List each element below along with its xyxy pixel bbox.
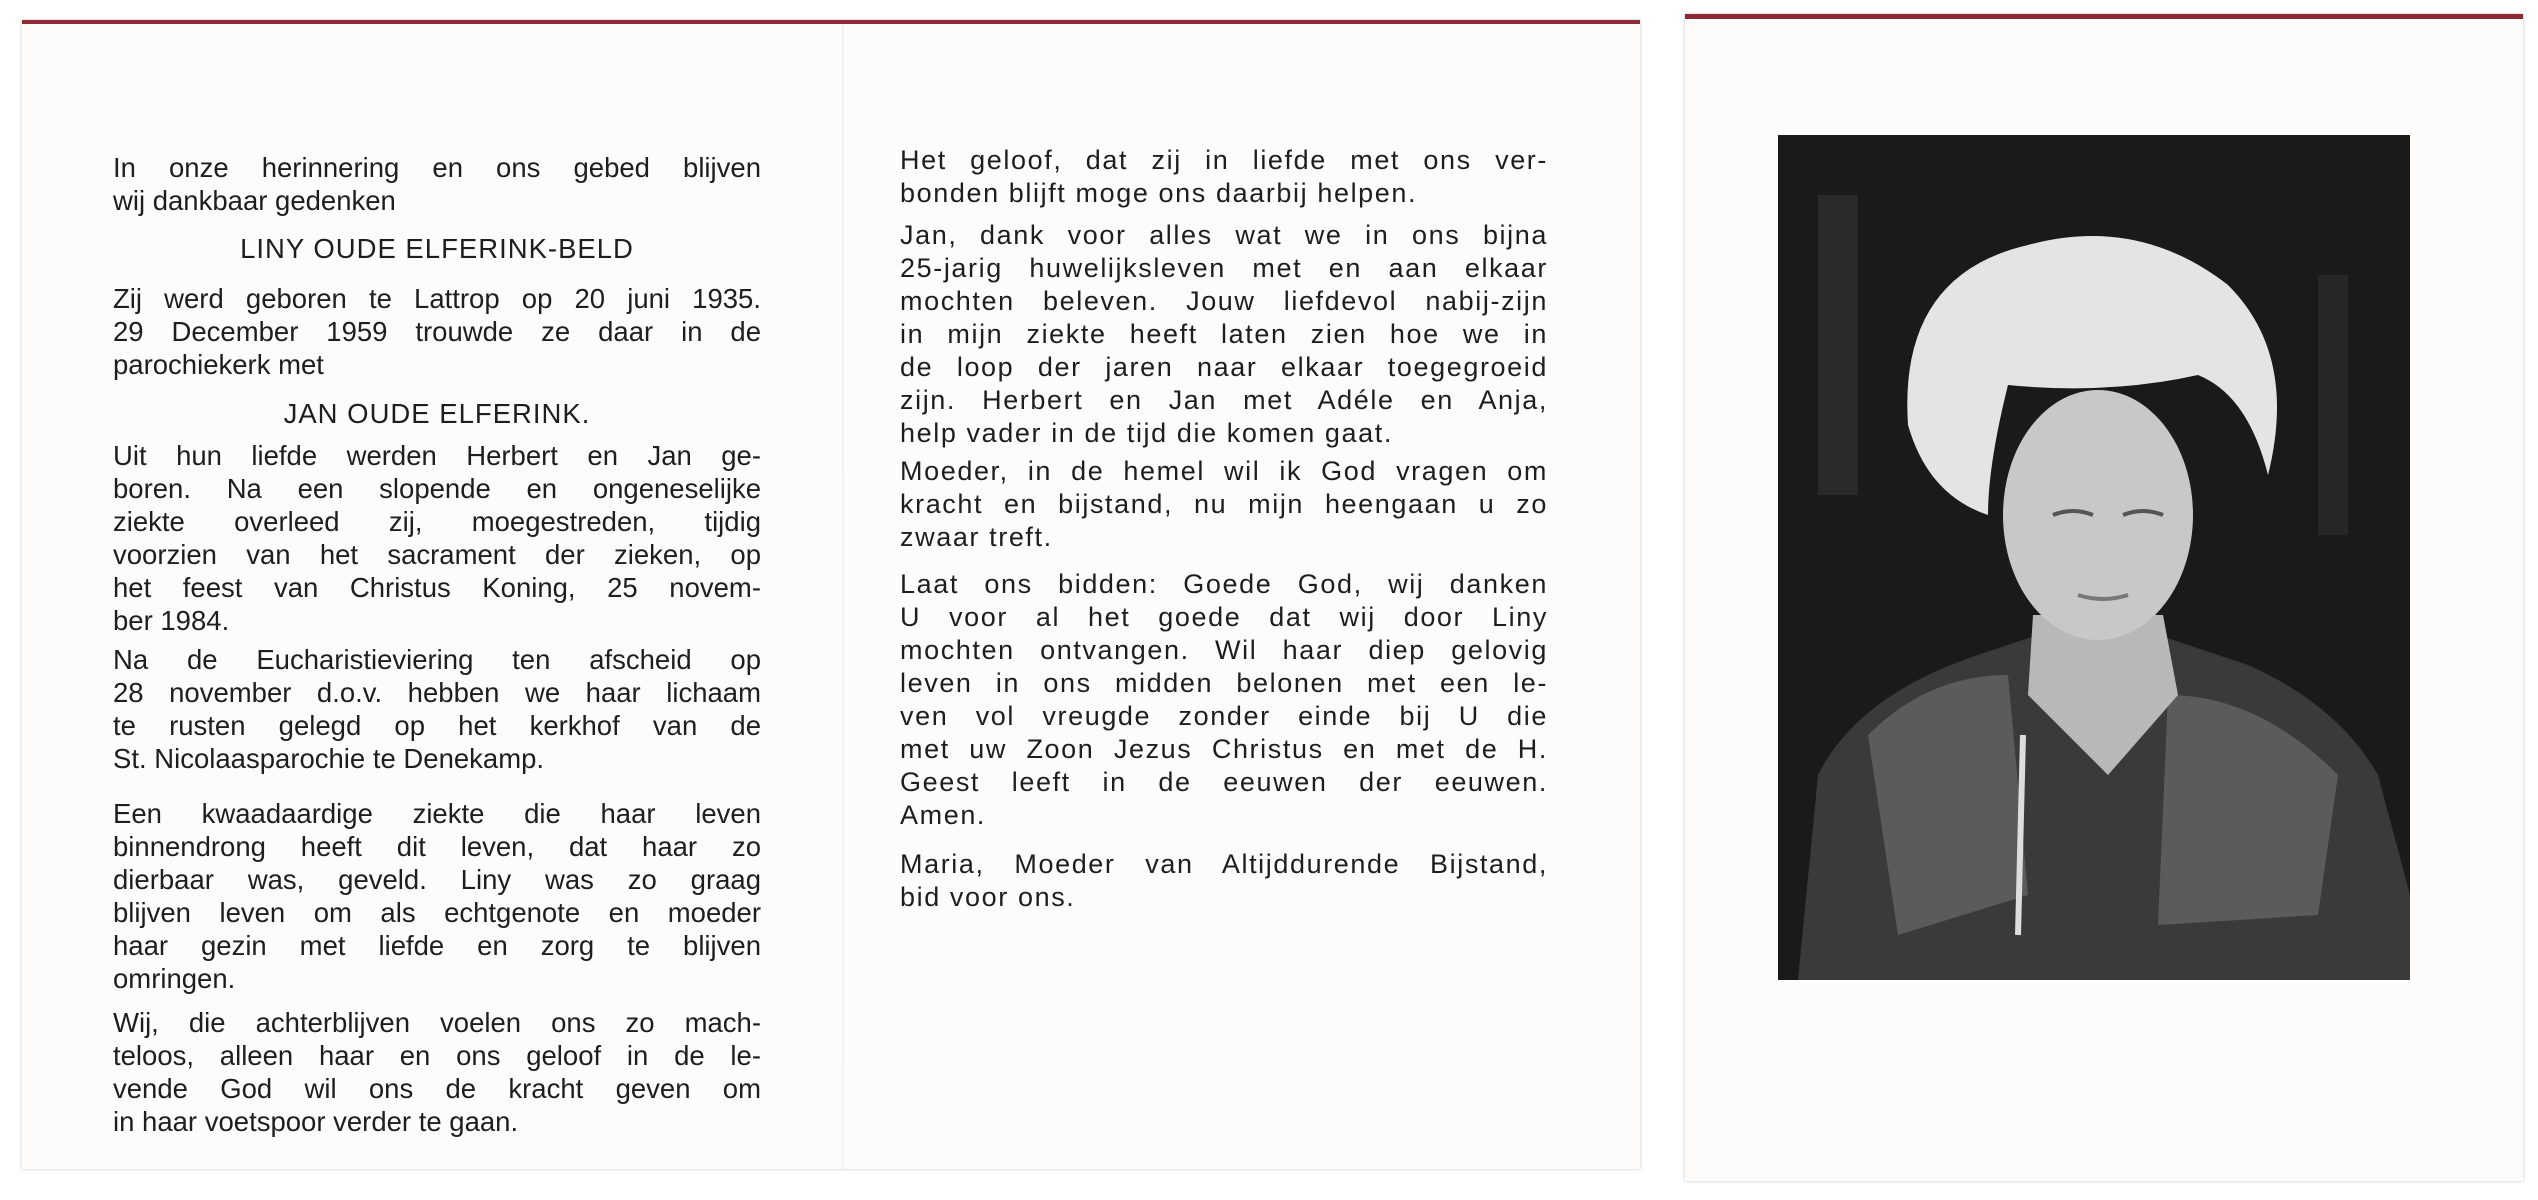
intro-paragraph <box>113 151 761 217</box>
text-line: het feest van Christus Koning, 25 novem- <box>113 572 761 603</box>
text-line: zijn. Herbert en Jan met Adéle en Anja, <box>900 385 1548 415</box>
memorial-card-photo-page <box>1685 14 2523 1181</box>
text-line: boren. Na een slopende en ongeneselijke <box>113 473 761 504</box>
text-line: Amen. <box>900 800 987 830</box>
text-line: Een kwaadaardige ziekte die haar leven <box>113 798 761 829</box>
text-line: zwaar treft. <box>900 522 1053 552</box>
text-line: Het geloof, dat zij in liefde met ons ver- <box>900 145 1548 175</box>
text-line: in haar voetspoor verder te gaan. <box>113 1106 519 1137</box>
text-line: In onze herinnering en ons gebed blijven <box>113 152 761 183</box>
text-line: met uw Zoon Jezus Christus en met de H. <box>900 734 1548 764</box>
remaining-paragraph <box>113 1006 761 1138</box>
text-line: voorzien van het sacrament der zieken, op <box>113 539 761 570</box>
text-line: binnendrong heeft dit leven, dat haar zo <box>113 831 761 862</box>
prayer-paragraph <box>900 568 1548 832</box>
text-line: Geest leeft in de eeuwen der eeuwen. <box>900 767 1548 797</box>
text-line: parochiekerk met <box>113 349 324 380</box>
portrait-illustration <box>1778 135 2410 980</box>
maria-paragraph <box>900 848 1548 914</box>
text-line: teloos, alleen haar en ons geloof in de le- <box>113 1040 761 1071</box>
memorial-card-inner-spread <box>22 20 1640 1169</box>
text-line: mochten beleven. Jouw liefdevol nabij-zijn <box>900 286 1548 316</box>
text-line: U voor al het goede dat wij door Liny <box>900 602 1548 632</box>
text-line: 25-jarig huwelijksleven met en aan elkaar <box>900 253 1548 283</box>
deceased-name <box>113 232 761 265</box>
text-line: ziekte overleed zij, moegestreden, tijdig <box>113 506 761 537</box>
birth-marriage-paragraph <box>113 282 761 381</box>
text-line: haar gezin met liefde en zorg te blijven <box>113 930 761 961</box>
text-line: kracht en bijstand, nu mijn heengaan u zo <box>900 489 1548 519</box>
illness-paragraph <box>113 797 761 995</box>
to-mother-paragraph <box>900 455 1548 554</box>
text-line: ber 1984. <box>113 605 230 636</box>
text-line: bid voor ons. <box>900 882 1076 912</box>
text-line: Jan, dank voor alles wat we in ons bijna <box>900 220 1548 250</box>
text-line: Laat ons bidden: Goede God, wij danken <box>900 569 1548 599</box>
text-line: Wij, die achterblijven voelen ons zo mach- <box>113 1007 761 1038</box>
text-line: blijven leven om als echtgenote en moeder <box>113 897 761 928</box>
text-line: in mijn ziekte heeft laten zien hoe we in <box>900 319 1548 349</box>
text-line: de loop der jaren naar elkaar toegegroeid <box>900 352 1548 382</box>
text-line: Zij werd geboren te Lattrop op 20 juni 1935. <box>113 283 761 314</box>
card-fold <box>842 24 844 1169</box>
text-line: ven vol vreugde zonder einde bij U die <box>900 701 1548 731</box>
text-line: 29 December 1959 trouwde ze daar in de <box>113 316 761 347</box>
children-death-paragraph <box>113 439 761 637</box>
faith-paragraph <box>900 144 1548 210</box>
text-line: vende God wil ons de kracht geven om <box>113 1073 761 1104</box>
text-line: JAN OUDE ELFERINK. <box>283 398 591 429</box>
text-line: Maria, Moeder van Altijddurende Bijstand, <box>900 849 1548 879</box>
text-line: dierbaar was, geveld. Liny was zo graag <box>113 864 761 895</box>
text-line: Na de Eucharistieviering ten afscheid op <box>113 644 761 675</box>
text-line: 28 november d.o.v. hebben we haar lichaam <box>113 677 761 708</box>
text-line: wij dankbaar gedenken <box>113 185 396 216</box>
text-line: St. Nicolaasparochie te Denekamp. <box>113 743 545 774</box>
to-husband-paragraph <box>900 219 1548 450</box>
spouse-name <box>113 397 761 430</box>
text-line: bonden blijft moge ons daarbij helpen. <box>900 178 1418 208</box>
portrait-photo <box>1778 135 2410 980</box>
text-line: help vader in de tijd die komen gaat. <box>900 418 1393 448</box>
text-line: Uit hun liefde werden Herbert en Jan ge- <box>113 440 761 471</box>
text-line: omringen. <box>113 963 236 994</box>
text-line: mochten ontvangen. Wil haar diep gelovig <box>900 635 1548 665</box>
text-line: Moeder, in de hemel wil ik God vragen om <box>900 456 1548 486</box>
text-line: te rusten gelegd op het kerkhof van de <box>113 710 761 741</box>
text-line: LINY OUDE ELFERINK-BELD <box>240 233 634 264</box>
text-line: leven in ons midden belonen met een le- <box>900 668 1548 698</box>
burial-paragraph <box>113 643 761 775</box>
